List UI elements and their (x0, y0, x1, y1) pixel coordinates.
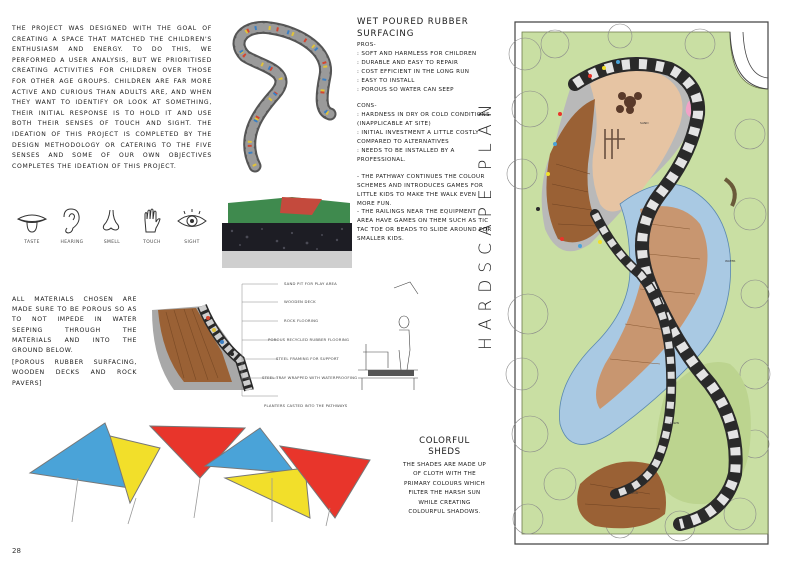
section-label: SAND PIT FOR PLAY AREA (284, 281, 337, 286)
hardscape-plan-title: HARDSCAPE PLAN (476, 97, 496, 350)
pros-item: : COST EFFICIENT IN THE LONG RUN (357, 68, 470, 75)
sense-label: TOUCH (143, 240, 161, 245)
ear-icon (55, 208, 89, 234)
sheds-title: COLORFUL SHEDS (419, 436, 470, 457)
wpr-body (357, 41, 492, 244)
svg-text:WATER: WATER (725, 259, 736, 263)
intro-paragraph: THE PROJECT WAS DESIGNED WITH THE GOAL OF CREATING A SPACE THAT MATCHED THE CHILDREN'S ENTHUSIASM AND ENERGY. TO DO THIS, WE PERFORMED A USER ANALYSIS, BUT WE PRIORITISED CREATING ACTIVITIES FOR CHILDREN OVER THOSE FOR OTHER AGE GROUPS. CHILDREN ARE FAR MORE ACTIVE AND CURIOUS THAN ADULTS ARE, AND WHEN THEY WANT TO IDENTIFY OR LOOK AT SOMETHING, THEIR INITIAL RESPONSE IS TO HOLD IT AND USE BOTH THEIR SENSES OF TOUCH AND SIGHT. THE IDEATION OF THIS PROJECT IS COMPLETED BY THE DESIGN METHODOLOGY OR CATERING TO THE FIVE SENSES AND SOME OF OUR OWN OBJECTIVES COMPLETES THE IDEATION OF THIS PROJECT. (12, 25, 212, 170)
section-label: STEEL TRAY WRAPPED WITH WATERPROOFING (262, 375, 358, 380)
svg-text:DECK: DECK (630, 491, 639, 495)
sense-smell (94, 208, 130, 245)
sense-touch (134, 208, 170, 245)
nose-icon (95, 208, 129, 234)
sheds-description: THE SHADES ARE MADE UP OF CLOTH WITH THE PRIMARY COLOURS WHICH FILTER THE HARSH SUN WHILE CREATING COLOURFUL SHADOWS. (402, 462, 487, 516)
five-senses-row (14, 208, 210, 264)
cons-heading: CONS- (357, 103, 377, 110)
pros-item: : SOFT AND HARMLESS FOR CHILDREN (357, 50, 477, 57)
sense-label: SMELL (103, 240, 121, 245)
page-number: 28 (12, 547, 21, 555)
pros-item: : EASY TO INSTALL (357, 77, 415, 84)
section-labels (238, 278, 368, 408)
svg-text:SAND: SAND (640, 121, 649, 125)
wpr-note: - THE PATHWAY CONTINUES THE COLOUR SCHEMES AND INTRODUCES GAMES FOR LITTLE KIDS TO MAKE THE WALK EVEN MORE FUN. (357, 173, 485, 207)
wpr-note: - THE RAILINGS NEAR THE EQUIPMENT AREA HAVE GAMES ON THEM SUCH AS TIC TAC TOE OR BEADS TO SLIDE AROUND FOR SMALLER KIDS. (357, 209, 492, 243)
cons-item: COMPARED TO ALTERNATIVES (357, 139, 450, 146)
colorful-sheds-render (10, 418, 390, 528)
rubber-sample-photo (222, 193, 352, 268)
section-label: STEEL FRAMING FOR SUPPORT (276, 356, 339, 361)
section-label: POROUS RECYCLED RUBBER FLOORING (268, 337, 350, 342)
materials-paragraph (12, 295, 137, 389)
pathway-render (225, 16, 350, 186)
sense-label: SIGHT (184, 240, 200, 245)
cons-item: : INITIAL INVESTMENT A LITTLE COSTLY (357, 130, 480, 137)
sense-sight (174, 208, 210, 245)
svg-text:LAWN: LAWN (670, 421, 679, 425)
wpr-title: WET POURED RUBBER SURFACING (357, 17, 469, 39)
cons-item: : HARDNESS IN DRY OR COLD CONDITIONS (INAPPLICABLE AT SITE) (357, 112, 490, 128)
sense-label: TASTE (24, 240, 40, 245)
pros-heading: PROS- (357, 42, 376, 48)
sense-label: HEARING (60, 240, 84, 245)
section-label: ROCK FLOORING (284, 318, 319, 323)
section-label: WOODEN DECK (284, 299, 316, 304)
hardscape-plan-drawing (500, 14, 785, 552)
pros-item: : POROUS SO WATER CAN SEEP (357, 86, 454, 93)
section-label: PLANTERS CASTED INTO THE PATHWAYS (264, 403, 348, 408)
cons-item: : NEEDS TO BE INSTALLED BY A PROFESSIONAL. (357, 147, 455, 163)
sense-taste (14, 208, 50, 245)
hand-icon (135, 208, 169, 234)
sense-hearing (54, 208, 90, 245)
materials-note: [POROUS RUBBER SURFACING, WOODEN DECKS AND ROCK PAVERS] (12, 359, 137, 387)
mouth-tongue-icon (15, 208, 49, 234)
pros-item: : DURABLE AND EASY TO REPAIR (357, 59, 459, 66)
eye-icon (175, 208, 209, 234)
materials-text: ALL MATERIALS CHOSEN ARE MADE SURE TO BE POROUS SO AS TO NOT IMPEDE IN WATER SEEPING THROUGH THE MATERIALS AND INTO THE GROUND BELOW. (12, 296, 137, 355)
